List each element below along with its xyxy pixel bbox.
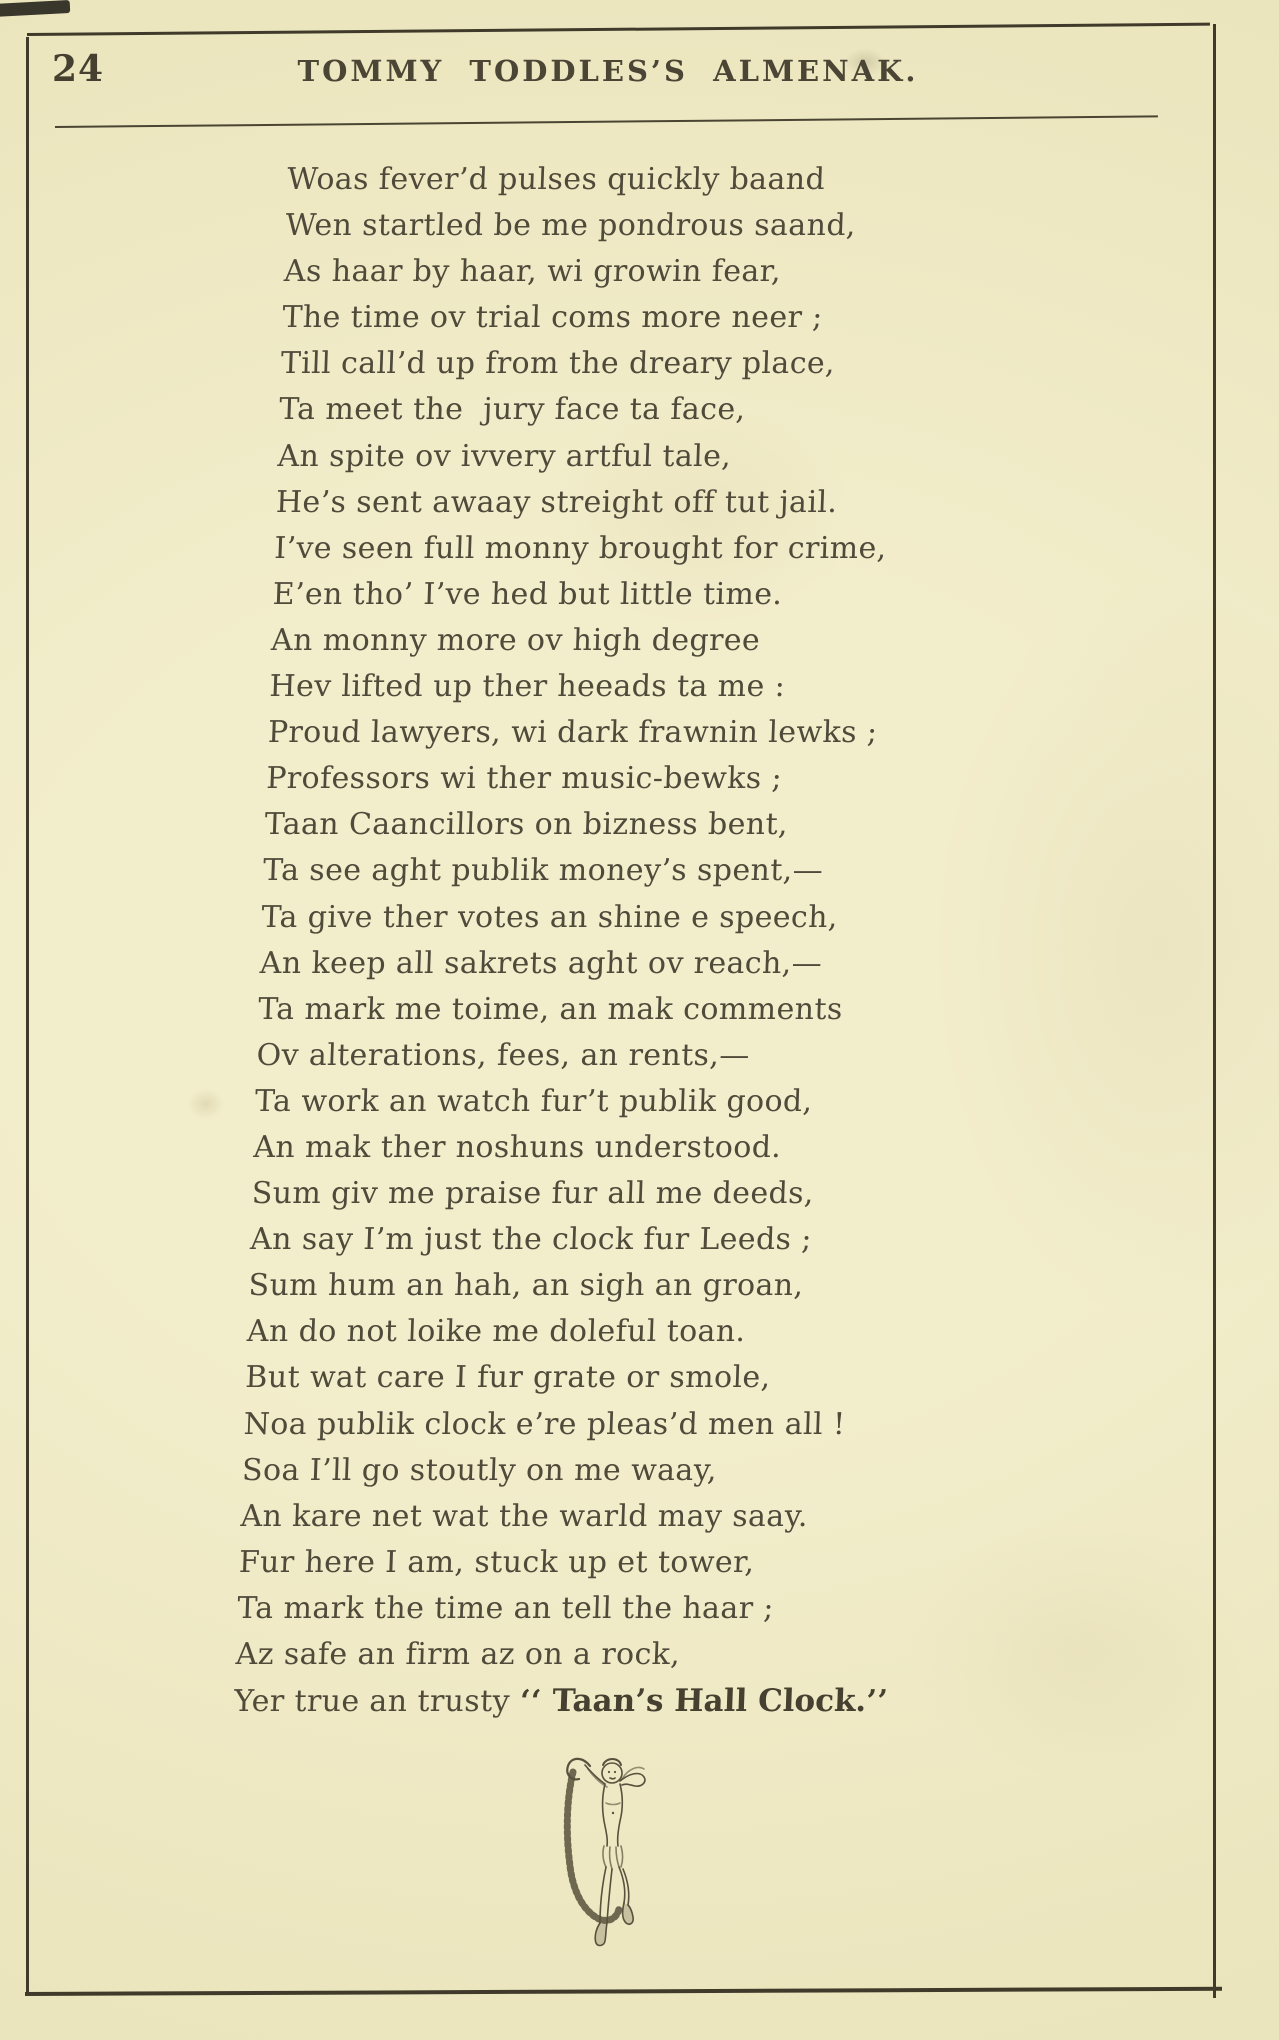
poem-line: An kare net wat the warld may saay. xyxy=(239,1498,809,1534)
poem-last-line xyxy=(233,1678,889,1724)
page-frame-top-rule xyxy=(27,23,1210,36)
page-frame-left-rule xyxy=(26,37,29,1995)
poem-line: An do not loike me doleful toan. xyxy=(246,1314,747,1350)
poem-line: Fur here I am, stuck up et tower, xyxy=(238,1544,756,1580)
running-header-title: TOMMY TODDLES’S ALMENAK. xyxy=(297,54,919,88)
poem-line: Ta meet the jury face ta face, xyxy=(278,392,747,428)
header-rule xyxy=(55,115,1158,128)
poem-line: I’ve seen full monny brought for crime, xyxy=(273,530,888,566)
poem-line: An mak ther noshuns understood. xyxy=(252,1129,782,1165)
poem-line: Wen startled be me pondrous saand, xyxy=(284,208,857,244)
poem-line: Ta mark me toime, an mak comments xyxy=(257,991,844,1027)
poem-line: Professors wi ther music-bewks ; xyxy=(265,761,783,797)
poem-line: Proud lawyers, wi dark frawnin lewks ; xyxy=(267,715,879,751)
poem-line: Woas fever’d pulses quickly baand xyxy=(286,162,826,197)
poem-line: Ta mark the time an tell the haar ; xyxy=(236,1590,775,1626)
poem-line: Sum giv me praise fur all me deeds, xyxy=(251,1176,815,1212)
poem-line: But wat care I fur grate or smole, xyxy=(244,1360,772,1396)
poem-line: As haar by haar, wi growin fear, xyxy=(283,254,782,290)
close-quote: ’’ xyxy=(865,1684,889,1720)
poem-line: Hev lifted up ther heeads ta me : xyxy=(268,669,786,705)
page-number: 24 xyxy=(52,48,105,90)
cherub-garland-engraving xyxy=(558,1750,658,1958)
page-frame-right-rule xyxy=(1213,24,1216,1998)
blackletter-clock-name: Taan’s Hall Clock. xyxy=(551,1683,867,1720)
poem-line: He’s sent awaay streight off tut jail. xyxy=(275,484,838,520)
poem-line: An spite ov ivvery artful tale, xyxy=(276,438,732,474)
poem-line: An say I’m just the clock fur Leeds ; xyxy=(249,1222,813,1258)
poem-line: E’en tho’ I’ve hed but little time. xyxy=(272,576,784,612)
poem-line: Till call’d up from the dreary place, xyxy=(280,346,836,382)
poem-line: Ta give ther votes an shine e speech, xyxy=(260,899,839,935)
scan-corner-smudge xyxy=(0,0,70,17)
page-frame-bottom-rule xyxy=(25,1987,1222,1996)
poem-line: An monny more ov high degree xyxy=(270,622,761,658)
poem-line: Az safe an firm az on a rock, xyxy=(235,1637,681,1672)
poem-last-line-prefix: Yer true an trusty xyxy=(233,1684,521,1720)
poem-line: Ta see aght publik money’s spent,— xyxy=(262,853,824,889)
poem-line: Noa publik clock e’re pleas’d men all ! xyxy=(243,1406,847,1442)
poem-line: Ov alterations, fees, an rents,— xyxy=(256,1037,751,1073)
cherub-garland-illustration xyxy=(558,1750,658,1958)
poem-line: Ta work an watch fur’t publik good, xyxy=(254,1083,814,1119)
poem-line: An keep all sakrets aght ov reach,— xyxy=(259,945,823,981)
open-quote: ‘‘ xyxy=(519,1684,554,1720)
poem-line: Sum hum an hah, an sigh an groan, xyxy=(247,1268,805,1304)
poem-text-block xyxy=(233,157,942,1724)
poem-line: Soa I’ll go stoutly on me waay, xyxy=(241,1452,718,1488)
poem-line: The time ov trial coms more neer ; xyxy=(281,300,824,336)
poem-line: Taan Caancillors on bizness bent, xyxy=(264,807,789,843)
